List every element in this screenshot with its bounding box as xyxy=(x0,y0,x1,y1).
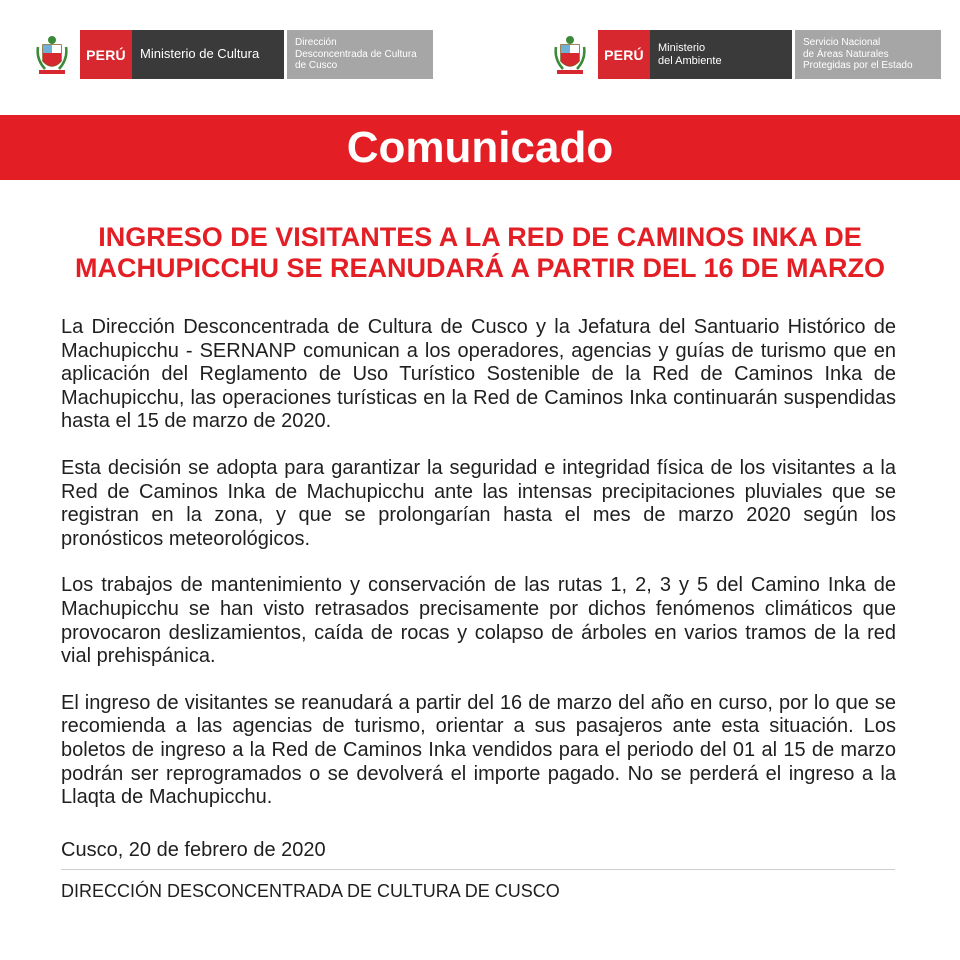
signoff-date: Cusco, 20 de febrero de 2020 xyxy=(61,839,326,861)
peru-coat-of-arms-icon xyxy=(34,30,70,79)
paragraph: La Dirección Desconcentrada de Cultura de Cusco y la Jefatura del Santuario Histórico de Machupicchu - SERNANP comunican a los operadores, agencias y guías de turismo que en aplicación del Reglamento de Uso Turístico Sostenible de la Red de Caminos Inka de Machupicchu, las operaciones turísticas en la Red de Caminos Inka continuarán suspendidas hasta el 15 de marzo de 2020. xyxy=(61,316,896,433)
paragraph: El ingreso de visitantes se reanudará a partir del 16 de marzo del año en curso, por lo que se recomienda a las agencias de turismo, orientar a sus pasajeros ante esta situación. Los boletos de ingreso a la Red de Caminos Inka vendidos para el periodo del 01 al 15 de marzo podrán ser reprogramados o se devolverá el importe pagado. No se perderá el ingreso a la Llaqta de Machupicchu. xyxy=(61,691,896,809)
paragraph: Los trabajos de mantenimiento y conservación de las rutas 1, 2, 3 y 5 del Camino Inka de Machupicchu se han visto retrasados precisamente por dichos fenómenos climáticos que provocaron deslizamientos, caída de rocas y colapso de árboles en varios tramos de la red vial prehispánica. xyxy=(61,574,896,668)
ministry-label: Ministerio de Cultura xyxy=(132,30,284,79)
body-text xyxy=(61,316,896,833)
comunicado-banner: Comunicado xyxy=(0,115,960,180)
signoff-organization: DIRECCIÓN DESCONCENTRADA DE CULTURA DE CUSCO xyxy=(61,881,560,901)
headline: INGRESO DE VISITANTES A LA RED DE CAMINOS INKA DE MACHUPICCHU SE REANUDARÁ A PARTIR DEL 16 DE MARZO xyxy=(74,222,886,283)
peru-label: PERÚ xyxy=(80,30,132,79)
sub-entity-label: Dirección Desconcentrada de Cultura de Cusco xyxy=(287,30,433,79)
paragraph: Esta decisión se adopta para garantizar la seguridad e integridad física de los visitantes a la Red de Caminos Inka de Machupicchu ante las intensas precipitaciones pluviales que se registran en la zona, y que se prolongarían hasta el mes de marzo 2020 según los pronósticos meteorológicos. xyxy=(61,456,896,550)
peru-label: PERÚ xyxy=(598,30,650,79)
sub-entity-label: Servicio Nacional de Áreas Naturales Protegidas por el Estado xyxy=(795,30,941,79)
logo-ministerio-ambiente xyxy=(552,30,941,79)
ministry-label: Ministerio del Ambiente xyxy=(650,30,792,79)
peru-coat-of-arms-icon xyxy=(552,30,588,79)
divider xyxy=(61,869,895,870)
logo-ministerio-cultura xyxy=(34,30,433,79)
